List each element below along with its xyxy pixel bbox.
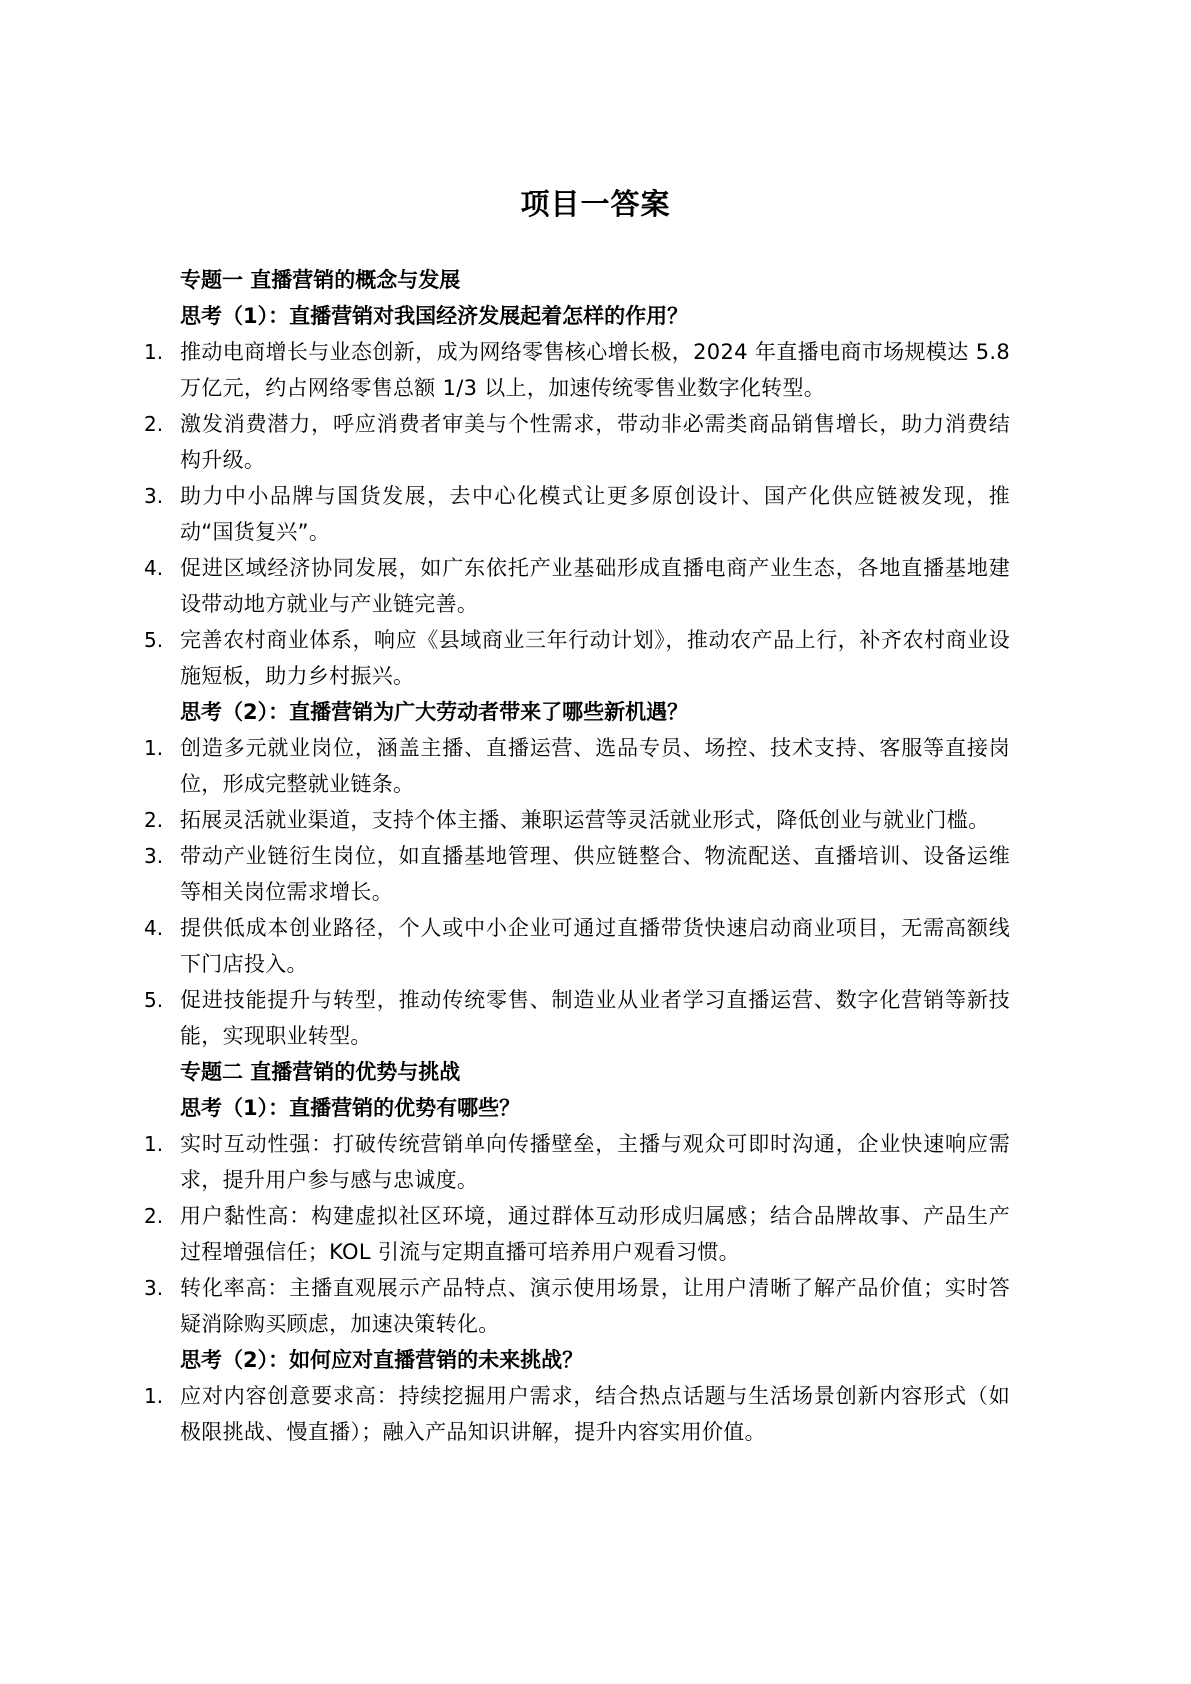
list-item — [0, 1198, 1010, 1270]
list-item-text: 用户黏性高：构建虚拟社区环境，通过群体互动形成归属感；结合品牌故事、产品生产过程增强信任；KOL 引流与定期直播可培养用户观看习惯。 — [180, 1204, 1010, 1264]
list-item-number: 1. — [144, 1132, 164, 1156]
list-item-number: 5. — [144, 988, 164, 1012]
list-item — [0, 550, 1010, 622]
page-title: 项目一答案 — [520, 187, 671, 221]
list-item — [0, 910, 1010, 982]
list-item-text: 创造多元就业岗位，涵盖主播、直播运营、选品专员、场控、技术支持、客服等直接岗位，形成完整就业链条。 — [180, 736, 1010, 796]
list-item-number: 3. — [144, 1276, 164, 1300]
list-item-number: 1. — [144, 340, 164, 364]
list-item-text: 激发消费潜力，呼应消费者审美与个性需求，带动非必需类商品销售增长，助力消费结构升级。 — [180, 412, 1010, 472]
list-item — [0, 982, 1010, 1054]
list-item — [0, 730, 1010, 802]
list-item-text: 完善农村商业体系，响应《县域商业三年行动计划》，推动农产品上行，补齐农村商业设施短板，助力乡村振兴。 — [180, 628, 1010, 688]
section-heading: 专题一 直播营销的概念与发展 — [180, 268, 461, 292]
list-item-number: 1. — [144, 736, 164, 760]
list-item-number: 3. — [144, 844, 164, 868]
list-item-text: 带动产业链衍生岗位，如直播基地管理、供应链整合、物流配送、直播培训、设备运维等相关岗位需求增长。 — [180, 844, 1010, 904]
list-item-text: 拓展灵活就业渠道，支持个体主播、兼职运营等灵活就业形式，降低创业与就业门槛。 — [180, 808, 990, 832]
list-item — [0, 1270, 1010, 1342]
list-item-number: 5. — [144, 628, 164, 652]
document-body — [0, 262, 1191, 1450]
list-item-number: 2. — [144, 412, 164, 436]
list-item — [0, 478, 1010, 550]
list-item — [0, 802, 1010, 838]
list-item-number: 3. — [144, 484, 164, 508]
list-item — [0, 406, 1010, 478]
list-item-number: 1. — [144, 1384, 164, 1408]
list-item-text: 推动电商增长与业态创新，成为网络零售核心增长极，2024 年直播电商市场规模达 5.8 万亿元，约占网络零售总额 1/3 以上，加速传统零售业数字化转型。 — [180, 340, 1010, 400]
question-heading: 思考（1）：直播营销对我国经济发展起着怎样的作用？ — [180, 304, 689, 328]
list-item-text: 促进区域经济协同发展，如广东依托产业基础形成直播电商产业生态，各地直播基地建设带动地方就业与产业链完善。 — [180, 556, 1010, 616]
list-item — [0, 838, 1010, 910]
question-heading: 思考（1）：直播营销的优势有哪些？ — [180, 1096, 521, 1120]
list-item-text: 提供低成本创业路径，个人或中小企业可通过直播带货快速启动商业项目，无需高额线下门店投入。 — [180, 916, 1010, 976]
section-heading: 专题二 直播营销的优势与挑战 — [180, 1060, 461, 1084]
list-item-number: 4. — [144, 556, 164, 580]
list-item — [0, 334, 1010, 406]
list-item-text: 促进技能提升与转型，推动传统零售、制造业从业者学习直播运营、数字化营销等新技能，实现职业转型。 — [180, 988, 1010, 1048]
list-item-text: 实时互动性强：打破传统营销单向传播壁垒，主播与观众可即时沟通，企业快速响应需求，提升用户参与感与忠诚度。 — [180, 1132, 1010, 1192]
question-heading: 思考（2）：如何应对直播营销的未来挑战？ — [180, 1348, 584, 1372]
list-item-number: 2. — [144, 808, 164, 832]
list-item-text: 转化率高：主播直观展示产品特点、演示使用场景，让用户清晰了解产品价值；实时答疑消除购买顾虑，加速决策转化。 — [180, 1276, 1010, 1336]
list-item — [0, 1126, 1010, 1198]
list-item-number: 2. — [144, 1204, 164, 1228]
question-heading: 思考（2）：直播营销为广大劳动者带来了哪些新机遇？ — [180, 700, 689, 724]
list-item — [0, 622, 1010, 694]
list-item-number: 4. — [144, 916, 164, 940]
list-item — [0, 1378, 1010, 1450]
list-item-text: 助力中小品牌与国货发展，去中心化模式让更多原创设计、国产化供应链被发现，推动“国货复兴”。 — [180, 484, 1010, 544]
list-item-text: 应对内容创意要求高：持续挖掘用户需求，结合热点话题与生活场景创新内容形式（如极限挑战、慢直播）；融入产品知识讲解，提升内容实用价值。 — [180, 1384, 1010, 1444]
